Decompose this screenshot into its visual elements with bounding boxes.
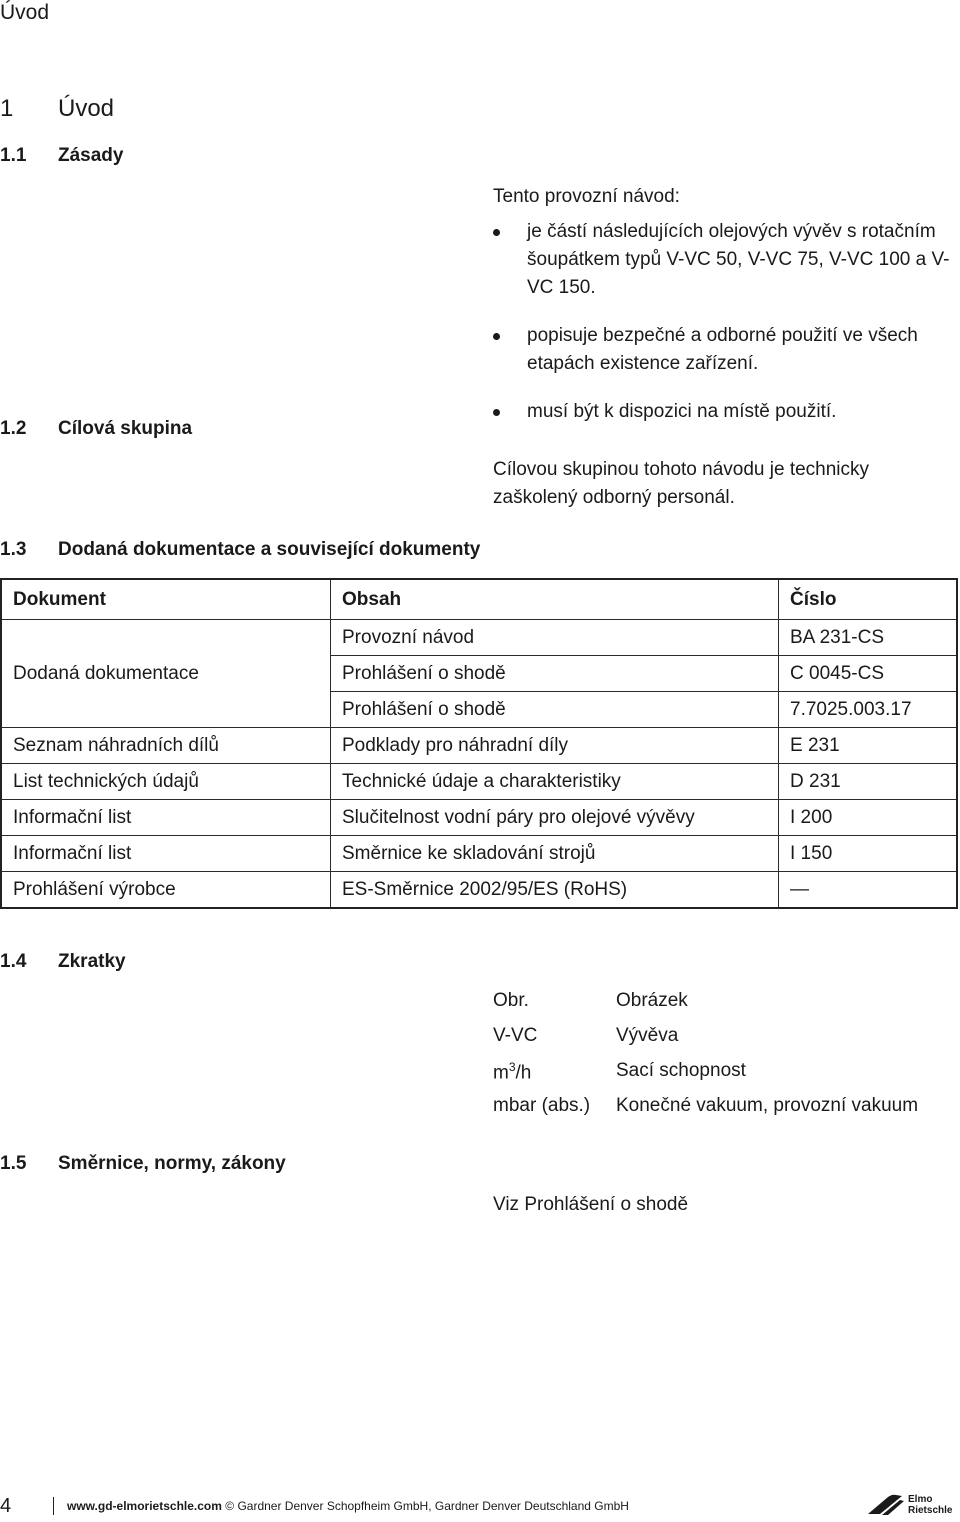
table-cell: Podklady pro náhradní díly bbox=[331, 728, 779, 764]
table-cell: C 0045-CS bbox=[779, 656, 958, 692]
table-row bbox=[1, 872, 957, 909]
table-cell: Provozní návod bbox=[331, 620, 779, 656]
column-header: Obsah bbox=[331, 579, 779, 620]
footer-divider bbox=[53, 1497, 54, 1515]
logo-swoosh-icon bbox=[866, 1491, 960, 1517]
abbreviation-meaning: Vývěva bbox=[616, 1025, 679, 1046]
list-item: je částí následujících olejových vývěv s rotačním šoupátkem typů V-VC 50, V-VC 75, V-VC 100 a V-VC 150. bbox=[493, 218, 953, 302]
section-heading-1-1 bbox=[0, 145, 400, 169]
footer-copyright: © Gardner Denver Schopfheim GmbH, Gardner Denver Deutschland GmbH bbox=[225, 1499, 629, 1513]
abbreviation: mbar (abs.) bbox=[493, 1095, 591, 1116]
table-cell: List technických údajů bbox=[1, 764, 331, 800]
table-cell: Prohlášení výrobce bbox=[1, 872, 331, 909]
bullet-list bbox=[493, 218, 953, 446]
list-item bbox=[0, 1025, 960, 1049]
section-heading-1-4 bbox=[0, 951, 400, 975]
abbreviation-meaning: Sací schopnost bbox=[616, 1060, 746, 1081]
running-head: Úvod bbox=[0, 1, 50, 24]
section-title: Úvod bbox=[58, 95, 115, 122]
list-item bbox=[0, 990, 960, 1014]
table-cell: BA 231-CS bbox=[779, 620, 958, 656]
logo-line2: Rietschle bbox=[908, 1505, 953, 1516]
abbreviation-meaning: Konečné vakuum, provozní vakuum bbox=[616, 1095, 919, 1116]
table-cell: ES-Směrnice 2002/95/ES (RoHS) bbox=[331, 872, 779, 909]
section-heading-1-3 bbox=[0, 539, 600, 563]
bullet-icon bbox=[493, 229, 500, 236]
table-cell: Prohlášení o shodě bbox=[331, 692, 779, 728]
table-row bbox=[1, 620, 957, 656]
section-heading-1-5 bbox=[0, 1153, 400, 1177]
documents-table bbox=[0, 578, 958, 909]
list-item bbox=[0, 1095, 960, 1119]
list-item: musí být k dispozici na místě použití. bbox=[493, 398, 953, 426]
table-cell: Dodaná dokumentace bbox=[1, 620, 331, 728]
table-header-row bbox=[1, 579, 957, 620]
table-cell: 7.7025.003.17 bbox=[779, 692, 958, 728]
abbreviation: $m^3/h$ bbox=[493, 1060, 532, 1084]
column-header: Dokument bbox=[1, 579, 331, 620]
section-title: Směrnice, normy, zákony bbox=[58, 1153, 286, 1174]
table-row bbox=[1, 728, 957, 764]
section-title: Zkratky bbox=[58, 951, 126, 972]
table-cell: Technické údaje a charakteristiky bbox=[331, 764, 779, 800]
list-item: popisuje bezpečné a odborné použití ve všech etapách existence zařízení. bbox=[493, 322, 953, 378]
section-title: Zásady bbox=[58, 145, 124, 166]
table-cell: Informační list bbox=[1, 836, 331, 872]
abbreviation: V-VC bbox=[493, 1025, 538, 1046]
section-number: 1.2 bbox=[0, 418, 27, 439]
list-item bbox=[0, 1060, 960, 1084]
section-number: 1.1 bbox=[0, 145, 27, 166]
table-cell: Prohlášení o shodě bbox=[331, 656, 779, 692]
target-group-text: Cílovou skupinou tohoto návodu je technicky zaškolený odborný personál. bbox=[493, 459, 870, 508]
logo-line1: Elmo bbox=[908, 1494, 933, 1505]
table-cell: I 150 bbox=[779, 836, 958, 872]
table-row bbox=[1, 836, 957, 872]
page-number: 4 bbox=[0, 1495, 12, 1517]
table-row bbox=[1, 800, 957, 836]
table-cell: E 231 bbox=[779, 728, 958, 764]
elmo-rietschle-logo bbox=[866, 1491, 960, 1517]
section-number: 1 bbox=[0, 95, 14, 122]
intro-text: Tento provozní návod: bbox=[493, 186, 680, 207]
table-cell: — bbox=[779, 872, 958, 909]
abbreviation-meaning: Obrázek bbox=[616, 990, 688, 1011]
bullet-icon bbox=[493, 333, 500, 340]
abbreviation: Obr. bbox=[493, 990, 529, 1011]
table-cell: I 200 bbox=[779, 800, 958, 836]
table-cell: D 231 bbox=[779, 764, 958, 800]
footer-text bbox=[67, 1499, 629, 1513]
section-heading-1-2 bbox=[0, 418, 400, 442]
table-row bbox=[1, 764, 957, 800]
section-title: Dodaná dokumentace a související dokumenty bbox=[58, 539, 481, 560]
table-cell: Informační list bbox=[1, 800, 331, 836]
bullet-icon bbox=[493, 409, 500, 416]
section-heading-1 bbox=[0, 95, 300, 125]
column-header: Číslo bbox=[779, 579, 958, 620]
section-title: Cílová skupina bbox=[58, 418, 193, 439]
section-number: 1.3 bbox=[0, 539, 27, 560]
table-cell: Směrnice ke skladování strojů bbox=[331, 836, 779, 872]
section-number: 1.4 bbox=[0, 951, 27, 972]
section-number: 1.5 bbox=[0, 1153, 27, 1174]
standards-text: Viz Prohlášení o shodě bbox=[493, 1194, 689, 1215]
table-cell: Slučitelnost vodní páry pro olejové vývěvy bbox=[331, 800, 779, 836]
table-cell: Seznam náhradních dílů bbox=[1, 728, 331, 764]
footer-url[interactable]: www.gd-elmorietschle.com bbox=[67, 1499, 222, 1513]
